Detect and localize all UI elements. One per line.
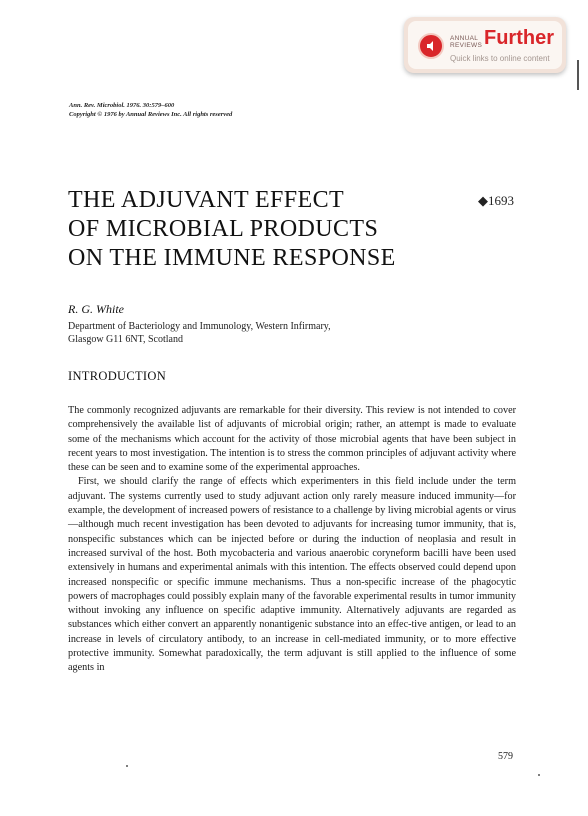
annual-reviews-logo [450, 35, 482, 49]
affiliation-line1: Department of Bacteriology and Immunology, Western Infirmary, [68, 321, 331, 332]
paragraph-2: First, we should clarify the range of effects which experimenters in this field include under the term adjuvant. The systems currently used to study adjuvant action only rarely measure induced immunity—for example, the development of increased powers of resistance to a challenge by living microbial agents or virus—although much recent investigation has been devoted to adjuvants for increasing tumor immunity, that is, nonspecific substances which can be injected before or during the induction of neoplasia and result in increased survival of the host. Both mycobacteria and various anaerobic coryneform bacilli have been used extensively in humans and experimental animals with this intention. The effects observed could depend upon increased nonspecific or specific immune mechanisms. Thus a non-specific increase of the phagocytic powers of macrophages could possibly explain many of the favorable experimental results in tumor immunity without invoking any influence on specific adaptive immunity. Alternatively adjuvants are regarded as substances which either convert an apparently nonantigenic substance into an effec-tive antigen, or lead to an increase in levels of circulatory antibody, to an increase in cell-mediated immunity, or to more effective protective immunity. Somewhat paradoxically, the term adjuvant is still applied to the influence of some agents in [68, 476, 516, 674]
author-affiliation [68, 320, 331, 346]
title-line1: THE ADJUVANT EFFECT [68, 187, 345, 213]
further-label[interactable]: Further [484, 27, 554, 49]
title-line2: OF MICROBIAL PRODUCTS [68, 216, 379, 242]
page-number: 579 [498, 751, 513, 762]
affiliation-line2: Glasgow G11 6NT, Scotland [68, 334, 183, 345]
journal-citation [69, 101, 232, 119]
body-text [68, 404, 516, 676]
author-name: R. G. White [68, 302, 124, 316]
brand-line2: REVIEWS [450, 42, 483, 49]
further-links-badge[interactable] [404, 17, 566, 73]
quick-links-tagline[interactable]: Quick links to online content [450, 54, 550, 63]
article-title [68, 186, 428, 273]
page-edge-mark [577, 60, 579, 90]
scan-speck [538, 774, 540, 776]
speaker-glyph [425, 40, 437, 52]
badge-panel[interactable] [408, 21, 562, 69]
scan-speck [126, 765, 128, 767]
copyright-line: Copyright © 1976 by Annual Reviews Inc. All rights reserved [69, 111, 233, 118]
paragraph-1: The commonly recognized adjuvants are remarkable for their diversity. This review is not intended to cover comprehensively the available list of adjuvants of microbial origin; rather, an attempt is made to evaluate some of the mechanisms which account for the activity of those microbial agents that have been subject in recent years to most investigation. The intention is to stress the common principles of adjuvant activity where these can be seen and to examine some of the experimental approaches. [68, 405, 516, 474]
article-code: ◆1693 [478, 193, 514, 208]
brand-line1: ANNUAL [450, 35, 479, 42]
title-line3: ON THE IMMUNE RESPONSE [68, 245, 396, 271]
section-heading: INTRODUCTION [68, 369, 167, 383]
citation-line1: Ann. Rev. Microbiol. 1976. 30:579–600 [69, 102, 175, 109]
speaker-icon [418, 33, 444, 59]
